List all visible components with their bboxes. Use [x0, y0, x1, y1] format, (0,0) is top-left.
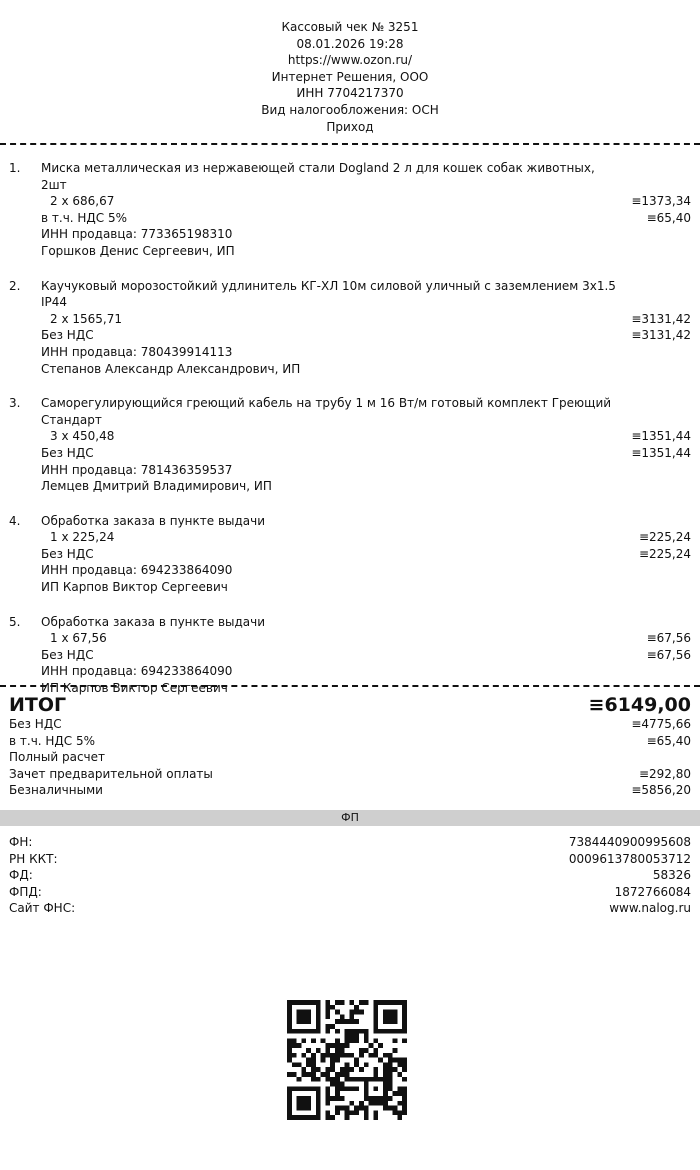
- totals-row-value: ≡4775,66: [631, 717, 691, 731]
- item-vat-sum: ≡67,56: [646, 647, 691, 662]
- item-name: Обработка заказа в пункте выдачи: [41, 513, 266, 528]
- item-vat-label: Без НДС: [41, 647, 94, 662]
- item-number: 1.: [9, 161, 21, 175]
- fiscal-row: [9, 884, 691, 901]
- item-vat-sum: ≡225,24: [638, 546, 691, 561]
- company-inn: ИНН 7704217370: [296, 86, 404, 101]
- item-name: Саморегулирующийся греющий кабель на трубу 1 м 16 Вт/м готовый комплект Греющий Стандарт: [41, 396, 612, 427]
- totals-row: [9, 716, 691, 733]
- item-vat-label: Без НДС: [41, 445, 94, 460]
- item-number: 5.: [9, 614, 21, 629]
- fiscal-value: 58326: [652, 868, 691, 883]
- item-number: 3.: [9, 396, 21, 411]
- item-qty-price: 3 x 450,48: [50, 429, 115, 444]
- item-seller-inn: ИНН продавца: 781436359537: [41, 462, 233, 477]
- list-item: [0, 160, 700, 260]
- item-seller-inn: ИНН продавца: 694233864090: [41, 563, 233, 578]
- item-qty-price: 1 x 225,24: [50, 530, 115, 545]
- totals-row-label: Зачет предварительной оплаты: [9, 766, 213, 781]
- item-seller-name: ИП Карпов Виктор Сергеевич: [41, 681, 228, 696]
- fiscal-value: 0009613780053712: [568, 851, 691, 866]
- list-item: [0, 278, 700, 378]
- item-number: 4.: [9, 513, 21, 528]
- totals-row-value: ≡292,80: [638, 766, 691, 781]
- fiscal-section: [9, 834, 691, 917]
- qr-code-icon: [287, 1000, 407, 1120]
- totals-row-label: Безналичными: [9, 783, 103, 798]
- list-item: [0, 395, 700, 495]
- receipt-url: https://www.ozon.ru/: [287, 53, 413, 68]
- totals-row-value: ≡65,40: [646, 733, 691, 748]
- tax-system: Вид налогообложения: ОСН: [261, 102, 439, 117]
- item-number: 2.: [9, 278, 21, 293]
- total-value: ≡6149,00: [588, 694, 691, 716]
- item-list: [0, 160, 700, 715]
- total-label: ИТОГ: [9, 694, 67, 716]
- item-seller-name: ИП Карпов Виктор Сергеевич: [41, 580, 228, 595]
- item-vat-sum: ≡3131,42: [631, 328, 691, 343]
- totals-section: [9, 694, 691, 799]
- item-seller-inn: ИНН продавца: 694233864090: [41, 664, 233, 679]
- item-vat-label: Без НДС: [41, 546, 94, 561]
- receipt-header: [0, 19, 700, 135]
- fiscal-label: ФД:: [9, 868, 33, 883]
- totals-row: [9, 782, 691, 799]
- fiscal-value: 7384440900995608: [568, 835, 691, 849]
- fiscal-label: ФН:: [9, 835, 33, 849]
- item-sum: ≡1373,34: [631, 194, 691, 209]
- divider-top: [0, 143, 700, 145]
- item-seller-name: Степанов Александр Александрович, ИП: [41, 361, 301, 376]
- item-seller-name: Лемцев Дмитрий Владимирович, ИП: [41, 479, 272, 494]
- fiscal-value: 1872766084: [614, 884, 691, 899]
- item-sum: ≡3131,42: [631, 311, 691, 326]
- grand-total: [9, 694, 691, 716]
- item-sum: ≡67,56: [646, 631, 691, 646]
- totals-row: [9, 733, 691, 750]
- item-vat-sum: ≡65,40: [646, 210, 691, 225]
- totals-row: [9, 749, 691, 766]
- item-sum: ≡1351,44: [631, 429, 691, 444]
- receipt-title: Кассовый чек № 3251: [281, 20, 419, 34]
- fiscal-label: Сайт ФНС:: [9, 901, 76, 916]
- item-qty-price: 2 x 686,67: [50, 194, 115, 209]
- operation-type: Приход: [326, 119, 374, 134]
- list-item: [0, 513, 700, 596]
- fiscal-row: [9, 851, 691, 868]
- fiscal-label: РН ККТ:: [9, 851, 58, 866]
- receipt-datetime: 08.01.2026 19:28: [296, 36, 404, 51]
- totals-row-label: Полный расчет: [9, 750, 105, 765]
- item-name: Каучуковый морозостойкий удлинитель КГ-ХЛ 10м силовой уличный с заземлением 3x1.5 IP44: [41, 278, 616, 310]
- item-qty-price: 1 x 67,56: [50, 631, 107, 646]
- company-name: Интернет Решения, ООО: [271, 69, 429, 84]
- fiscal-row: [9, 900, 691, 917]
- fiscal-value: www.nalog.ru: [609, 901, 691, 916]
- item-seller-inn: ИНН продавца: 773365198310: [41, 227, 233, 242]
- item-vat-sum: ≡1351,44: [631, 445, 691, 460]
- totals-row-label: Без НДС: [9, 717, 62, 731]
- fiscal-row: [9, 867, 691, 884]
- totals-row-label: в т.ч. НДС 5%: [9, 733, 96, 748]
- fp-bar: ФП: [0, 810, 700, 826]
- item-sum: ≡225,24: [638, 530, 691, 545]
- item-seller-inn: ИНН продавца: 780439914113: [41, 344, 233, 359]
- item-name: Миска металлическая из нержавеющей стали Dogland 2 л для кошек собак животных, 2шт: [41, 161, 595, 192]
- item-vat-label: в т.ч. НДС 5%: [41, 210, 128, 225]
- divider-bottom: [0, 685, 700, 687]
- totals-row-value: ≡5856,20: [631, 783, 691, 798]
- fiscal-row: [9, 834, 691, 851]
- totals-row: [9, 766, 691, 783]
- item-seller-name: Горшков Денис Сергеевич, ИП: [41, 243, 235, 258]
- item-name: Обработка заказа в пункте выдачи: [41, 614, 266, 629]
- item-qty-price: 2 x 1565,71: [50, 311, 122, 326]
- fiscal-label: ФПД:: [9, 884, 42, 899]
- item-vat-label: Без НДС: [41, 328, 94, 343]
